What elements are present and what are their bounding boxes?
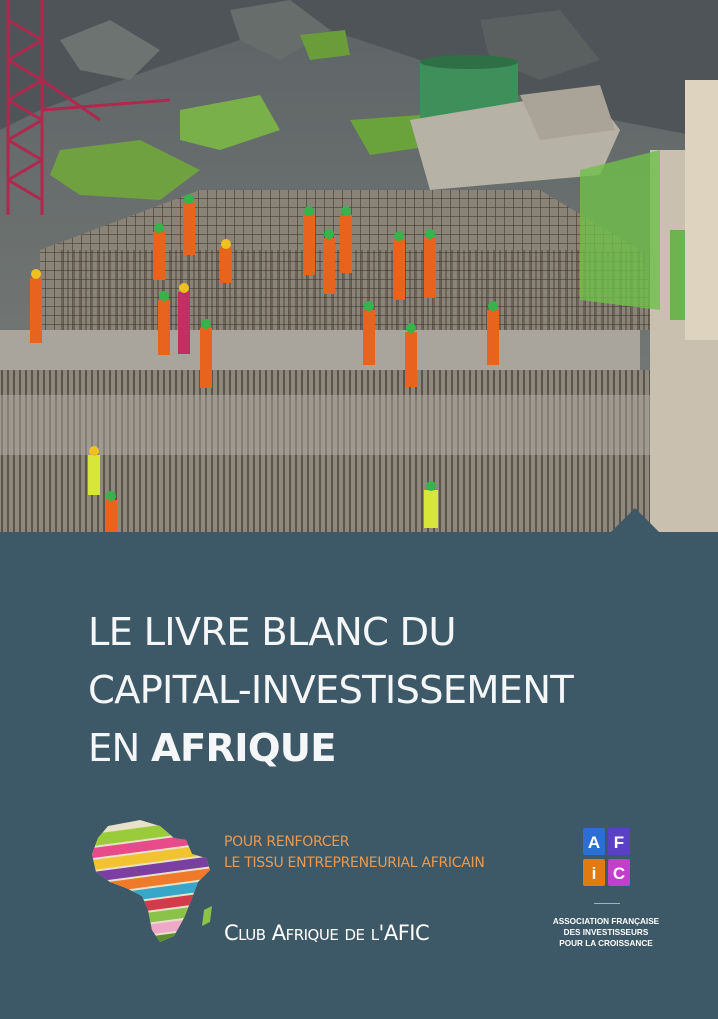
afic-desc-line-2: DES INVESTISSEURS (563, 928, 649, 937)
afic-letter-i: i (591, 864, 597, 883)
africa-map-logo (88, 818, 218, 948)
afic-logo (583, 828, 631, 888)
afic-letter-f: F (613, 833, 625, 852)
title-line-3 (88, 720, 573, 778)
tagline-line-2: LE TISSU ENTREPRENEURIAL AFRICAIN (224, 855, 485, 871)
afic-divider (594, 903, 620, 904)
tagline (224, 832, 485, 874)
club-name: Club Afrique de l'AFIC (224, 921, 430, 945)
afic-description (540, 916, 672, 949)
madagascar-shape (202, 906, 212, 926)
cover-title (88, 604, 573, 778)
afic-letter-c: C (612, 864, 626, 883)
title-line-3-emphasis: AFRIQUE (150, 726, 336, 771)
title-line-1: LE LIVRE BLANC DU (88, 610, 456, 655)
afic-letter-a: A (587, 833, 601, 852)
panel-notch (610, 508, 660, 533)
title-line-3-prefix: EN (88, 726, 151, 771)
afic-desc-line-1: ASSOCIATION FRANÇAISE (552, 917, 660, 926)
title-line-2: CAPITAL-INVESTISSEMENT (88, 668, 573, 713)
tagline-line-1: POUR RENFORCER (224, 834, 350, 850)
afic-desc-line-3: POUR LA CROISSANCE (559, 939, 653, 948)
